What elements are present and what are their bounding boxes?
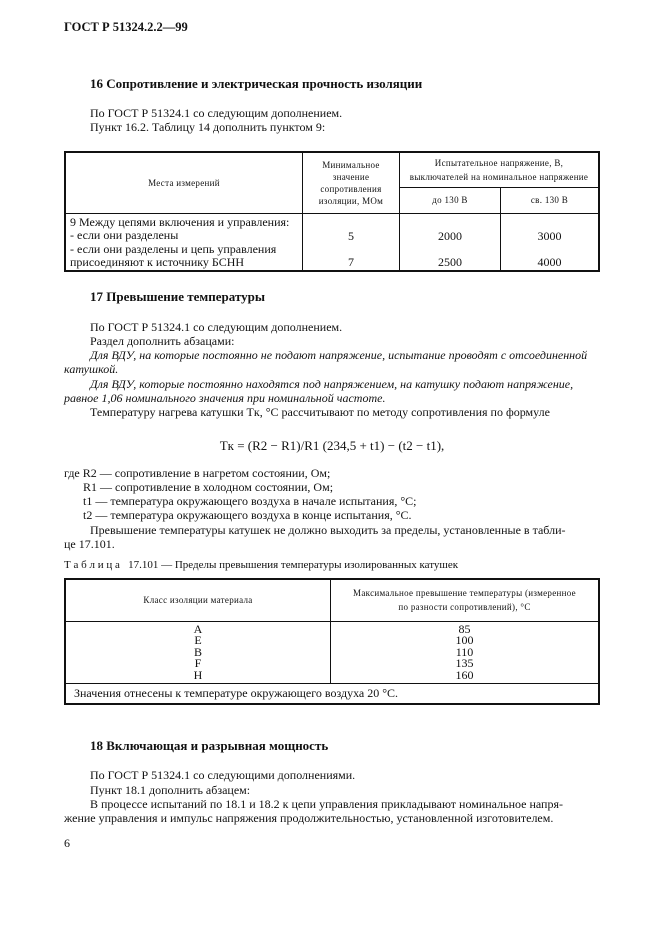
header-class: Класс изоляции материала [65,579,331,621]
text: - если они разделены [70,228,179,242]
cell: 4000 [537,255,562,269]
paragraph: Температуру нагрева катушки Tк, °С рассчитывают по методу сопротивления по формуле [90,405,550,419]
cell: 5 [348,228,354,243]
legend-r2: где R2 — сопротивление в нагретом состоянии, Ом; [64,466,331,480]
paragraph: Для ВДУ, которые постоянно находятся под напряжением, на катушку подают напряжение, [90,377,574,391]
page-number: 6 [64,836,70,850]
section-17-title: 17 Превышение температуры [90,289,266,304]
cell: E [194,633,202,647]
cell: 160 [455,667,474,682]
paragraph: Пункт 16.2. Таблицу 14 дополнить пунктом 9: [90,120,326,134]
legend-t1: t1 — температура окружающего воздуха в начале испытания, °С; [83,494,417,508]
formula: Tк = (R2 − R1)/R1 (234,5 + t1) − (t2 − t1), [219,438,445,453]
text: 9 Между цепями включения и управления: [70,214,290,229]
text: выключателей на номинальное напряжение [409,171,589,182]
cell: 7 [348,255,354,269]
caption-label: Т а б л и ц а [64,559,120,571]
paragraph: жение управления и импульс напряжения продолжительностью, установленной изготовителем. [64,811,554,825]
cell: 110 [455,644,474,659]
cell: A [193,621,203,636]
table-17-101 [64,578,600,705]
text: Максимальное превышение температуры (измеренное [353,588,576,599]
text: присоединяют к источнику БСНН [70,255,245,269]
cell: 85 [458,621,471,636]
header-low: до 130 В [400,187,501,213]
section-16-title: 16 Сопротивление и электрическая прочность изоляции [90,76,423,91]
cell: 2500 [438,255,462,269]
table-14 [64,151,600,272]
cell: H [193,667,203,682]
paragraph: Раздел дополнить абзацами: [90,334,235,348]
cell: 2000 [438,228,462,243]
cell: 135 [455,656,474,670]
caption-text: 17.101 — Пределы превышения температуры изолированных катушек [128,559,459,571]
paragraph: катушкой. [64,362,119,376]
cell: F [194,656,202,670]
header-place: Места измерений [65,152,303,213]
text: по разности сопротивлений), °С [398,602,531,613]
legend-t2: t2 — температура окружающего воздуха в конце испытания, °С. [83,508,412,522]
paragraph: це 17.101. [64,537,115,551]
header-test-voltage [400,152,600,187]
paragraph: По ГОСТ Р 51324.1 со следующим дополнением. [90,106,343,120]
text: изоляции, МОм [318,195,384,206]
text: сопротивления [320,183,382,194]
text: значение [332,171,370,182]
table-row [65,621,599,684]
table-caption [64,558,458,572]
cell: 100 [455,633,474,647]
text: Минимальное [322,159,380,170]
table-note: Значения отнесены к температуре окружающего воздуха 20 °С. [65,684,599,704]
header-max-rise [331,579,600,621]
doc-header: ГОСТ Р 51324.2.2—99 [64,20,188,34]
paragraph: Для ВДУ, на которые постоянно не подают напряжение, испытание проводят с отсоединенной [90,348,588,362]
text: - если они разделены и цепь управления [70,241,277,256]
text: Испытательное напряжение, В, [434,157,564,168]
section-18-title: 18 Включающая и разрывная мощность [90,738,329,753]
paragraph: В процессе испытаний по 18.1 и 18.2 к цепи управления прикладывают номинальное напря- [90,797,563,811]
cell: B [193,644,202,659]
legend-r1: R1 — сопротивление в холодном состоянии, Ом; [83,480,334,494]
paragraph: Превышение температуры катушек не должно выходить за пределы, установленные в табли- [90,523,566,537]
paragraph: равное 1,06 номинального значения при номинальной частоте. [64,391,386,405]
paragraph: По ГОСТ Р 51324.1 со следующим дополнением. [90,320,343,334]
paragraph: Пункт 18.1 дополнить абзацем: [90,783,251,797]
cell: 3000 [537,228,562,243]
header-high: св. 130 В [501,187,600,213]
header-min-resistance [303,152,400,213]
paragraph: По ГОСТ Р 51324.1 со следующими дополнениями. [90,768,356,782]
table-row [65,213,599,271]
